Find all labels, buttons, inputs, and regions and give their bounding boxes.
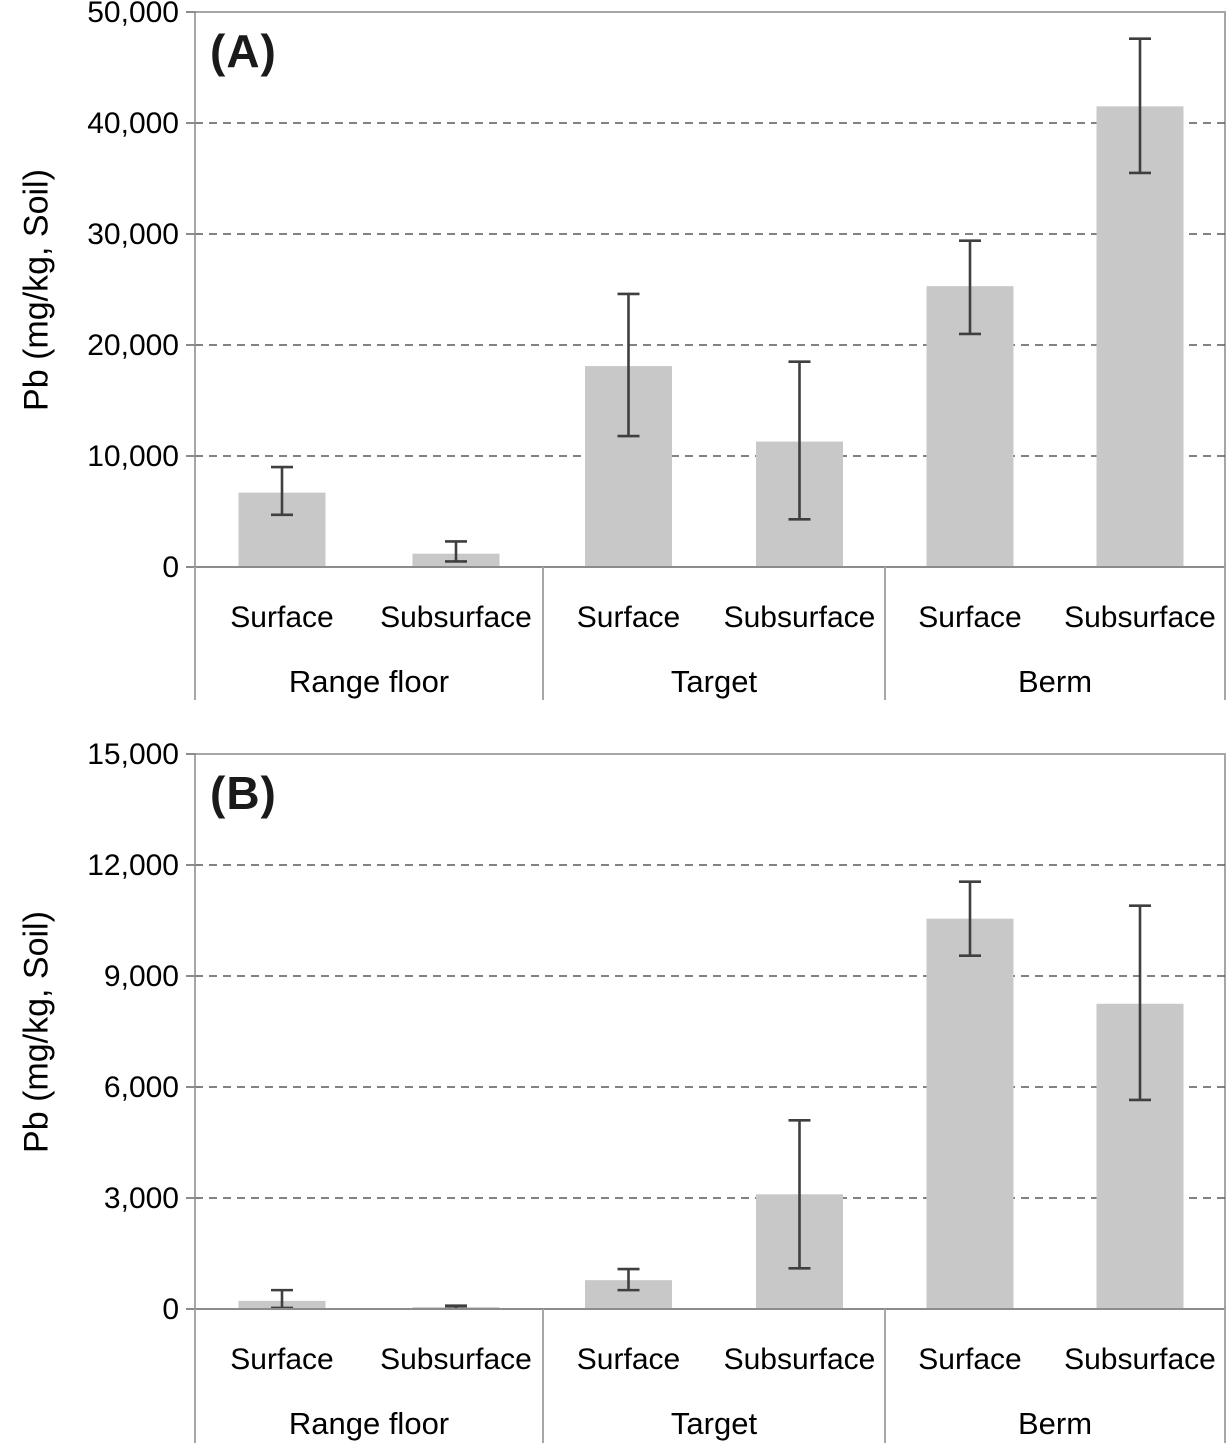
x-category-label--b--target-subsurface: Subsurface [723, 1343, 876, 1376]
y-axis-title-panel-b: Pb (mg/kg, Soil) [17, 911, 56, 1153]
y-tick-label--b--6-000: 6,000 [103, 1071, 179, 1104]
x-group-label--a--range-floor: Range floor [288, 664, 450, 699]
y-tick-label--a--30-000: 30,000 [87, 218, 179, 251]
x-category-label--a--range-floor-subsurface: Subsurface [380, 601, 532, 634]
bar--a--berm-subsurface [1097, 106, 1184, 567]
panel-b-label: (B) [210, 767, 277, 819]
x-category-label--a--berm-subsurface: Subsurface [1064, 601, 1216, 634]
y-tick-label--a--50-000: 50,000 [87, 0, 179, 29]
x-category-label--a--berm-surface: Surface [918, 601, 1022, 634]
x-category-label--b--range-floor-surface: Surface [230, 1343, 334, 1376]
x-category-label--b--target-surface: Surface [576, 1343, 681, 1376]
x-group-label--b--berm: Berm [1017, 1406, 1093, 1441]
x-group-label--a--berm: Berm [1017, 664, 1093, 699]
x-group-label--b--target: Target [670, 1406, 758, 1441]
x-category-label--a--target-surface: Surface [576, 601, 681, 634]
y-tick-label--a--10-000: 10,000 [87, 440, 179, 473]
y-tick-label--b--9-000: 9,000 [103, 960, 179, 993]
x-group-label--a--target: Target [670, 664, 758, 699]
x-category-label--b--berm-subsurface: Subsurface [1064, 1343, 1216, 1376]
y-tick-label--b--12-000: 12,000 [87, 849, 179, 882]
plot-frame--a- [195, 12, 1225, 567]
y-tick-label--b--0: 0 [162, 1293, 179, 1326]
x-category-label--b--berm-surface: Surface [918, 1343, 1022, 1376]
y-tick-label--a--0: 0 [162, 551, 179, 584]
x-group-label--b--range-floor: Range floor [288, 1406, 450, 1441]
x-category-label--a--range-floor-surface: Surface [230, 601, 334, 634]
y-tick-label--a--40-000: 40,000 [87, 107, 179, 140]
y-axis-title-panel-a: Pb (mg/kg, Soil) [17, 169, 56, 411]
panel-a-label: (A) [210, 25, 277, 77]
x-category-label--a--target-subsurface: Subsurface [723, 601, 876, 634]
y-tick-label--b--3-000: 3,000 [103, 1182, 179, 1215]
y-tick-label--a--20-000: 20,000 [87, 329, 179, 362]
y-tick-label--b--15-000: 15,000 [87, 738, 179, 771]
plot-frame--b- [195, 754, 1225, 1309]
bar--b--berm-surface [927, 919, 1014, 1309]
x-category-label--b--range-floor-subsurface: Subsurface [380, 1343, 532, 1376]
